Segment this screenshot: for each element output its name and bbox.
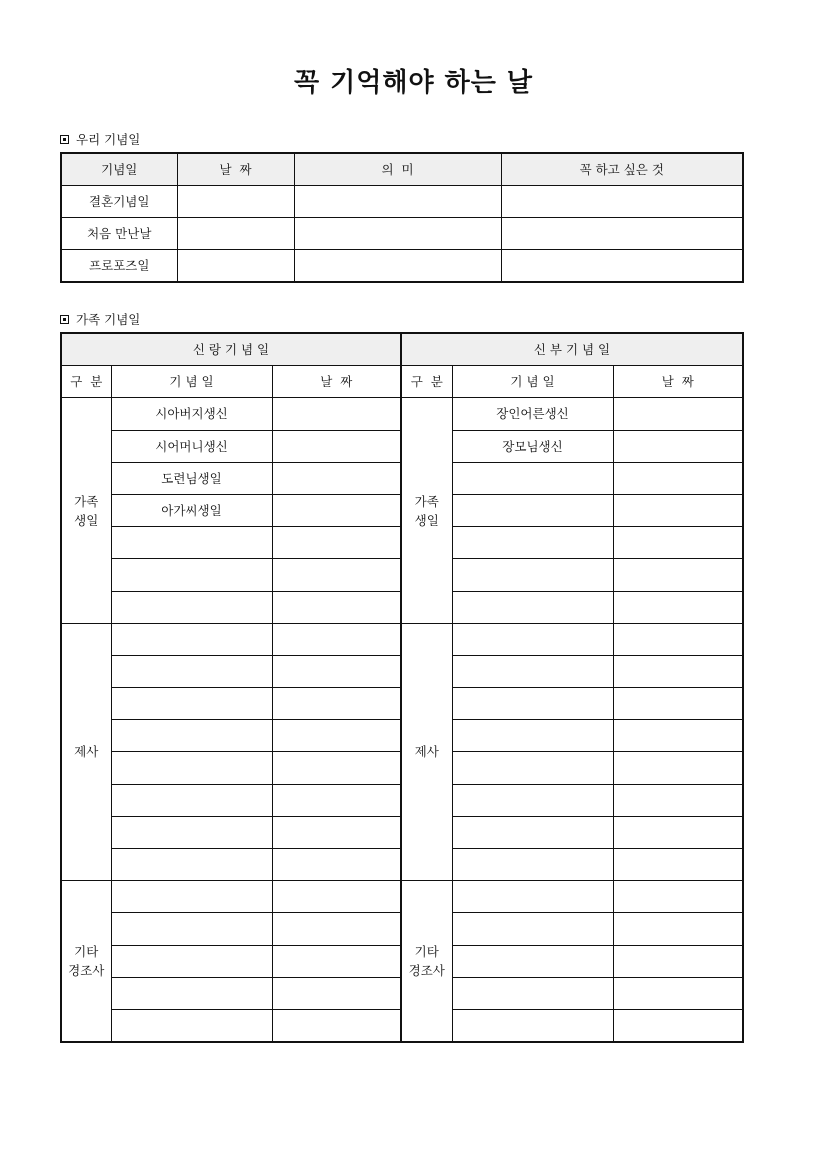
groom-date-cell[interactable] (272, 430, 401, 462)
bride-date-cell[interactable] (613, 430, 743, 462)
header-date: 날 짜 (613, 366, 743, 398)
square-bullet-icon (60, 315, 69, 324)
groom-date-cell[interactable] (272, 1009, 401, 1042)
groom-anniversary-cell[interactable]: 시어머니생신 (111, 430, 272, 462)
bride-anniversary-title: 신 부 기 념 일 (401, 333, 743, 366)
bride-date-cell[interactable] (613, 398, 743, 430)
date-cell[interactable] (177, 250, 294, 283)
group-label-memorial-rites: 제사 (401, 623, 452, 881)
groom-anniversary-cell[interactable] (111, 688, 272, 720)
bride-date-cell[interactable] (613, 816, 743, 848)
groom-date-cell[interactable] (272, 913, 401, 945)
square-bullet-icon (60, 135, 69, 144)
groom-date-cell[interactable] (272, 881, 401, 913)
bride-anniversary-cell[interactable] (452, 462, 613, 494)
section-label-family-anniversaries (60, 310, 140, 328)
header-category: 구 분 (401, 366, 452, 398)
date-cell[interactable] (177, 218, 294, 250)
date-cell[interactable] (177, 186, 294, 218)
groom-anniversary-cell[interactable] (111, 1009, 272, 1042)
row-label: 처음 만난날 (61, 218, 177, 250)
header-anniversary: 기 념 일 (452, 366, 613, 398)
groom-date-cell[interactable] (272, 720, 401, 752)
groom-date-cell[interactable] (272, 688, 401, 720)
groom-date-cell[interactable] (272, 462, 401, 494)
bride-anniversary-cell[interactable]: 장모님생신 (452, 430, 613, 462)
bride-anniversary-cell[interactable] (452, 816, 613, 848)
bride-anniversary-cell[interactable] (452, 655, 613, 687)
group-label-other-events: 기타 경조사 (61, 881, 111, 1042)
group-label-family-birthday: 가족 생일 (401, 398, 452, 623)
bride-date-cell[interactable] (613, 591, 743, 623)
bride-anniversary-cell[interactable] (452, 881, 613, 913)
groom-anniversary-cell[interactable] (111, 784, 272, 816)
groom-date-cell[interactable] (272, 945, 401, 977)
groom-anniversary-cell[interactable]: 도련님생일 (111, 462, 272, 494)
meaning-cell[interactable] (294, 218, 501, 250)
bride-date-cell[interactable] (613, 655, 743, 687)
header-date: 날 짜 (177, 153, 294, 186)
header-date: 날 짜 (272, 366, 401, 398)
bride-date-cell[interactable] (613, 977, 743, 1009)
groom-anniversary-cell[interactable] (111, 913, 272, 945)
header-anniversary: 기 념 일 (111, 366, 272, 398)
bride-anniversary-cell[interactable] (452, 527, 613, 559)
row-label: 결혼기념일 (61, 186, 177, 218)
bride-anniversary-cell[interactable] (452, 720, 613, 752)
our-anniversary-table (60, 152, 744, 283)
bride-date-cell[interactable] (613, 881, 743, 913)
groom-date-cell[interactable] (272, 849, 401, 881)
header-anniversary: 기념일 (61, 153, 177, 186)
groom-anniversary-cell[interactable] (111, 655, 272, 687)
wish-cell[interactable] (501, 218, 743, 250)
section-label-text: 우리 기념일 (76, 132, 141, 147)
groom-date-cell[interactable] (272, 623, 401, 655)
groom-date-cell[interactable] (272, 655, 401, 687)
table-row (61, 250, 743, 283)
wish-cell[interactable] (501, 186, 743, 218)
groom-anniversary-cell[interactable] (111, 945, 272, 977)
groom-anniversary-cell[interactable] (111, 559, 272, 591)
bride-anniversary-cell[interactable] (452, 784, 613, 816)
bride-anniversary-cell[interactable] (452, 913, 613, 945)
bride-date-cell[interactable] (613, 913, 743, 945)
bride-anniversary-cell[interactable]: 장인어른생신 (452, 398, 613, 430)
bride-anniversary-cell[interactable] (452, 494, 613, 526)
groom-date-cell[interactable] (272, 752, 401, 784)
groom-date-cell[interactable] (272, 784, 401, 816)
family-anniversary-table (60, 332, 744, 1043)
page-title: 꼭 기억해야 하는 날 (293, 68, 534, 98)
bride-date-cell[interactable] (613, 720, 743, 752)
row-label: 프로포즈일 (61, 250, 177, 283)
groom-date-cell[interactable] (272, 977, 401, 1009)
groom-date-cell[interactable] (272, 527, 401, 559)
group-label-memorial-rites: 제사 (61, 623, 111, 881)
meaning-cell[interactable] (294, 250, 501, 283)
bride-anniversary-cell[interactable] (452, 688, 613, 720)
bride-date-cell[interactable] (613, 849, 743, 881)
table-row (61, 623, 743, 655)
bride-date-cell[interactable] (613, 527, 743, 559)
groom-anniversary-cell[interactable]: 아가씨생일 (111, 494, 272, 526)
groom-anniversary-cell[interactable] (111, 527, 272, 559)
bride-anniversary-cell[interactable] (452, 752, 613, 784)
bride-anniversary-cell[interactable] (452, 849, 613, 881)
group-label-other-events: 기타 경조사 (401, 881, 452, 1042)
header-meaning: 의 미 (294, 153, 501, 186)
groom-date-cell[interactable] (272, 494, 401, 526)
groom-anniversary-cell[interactable] (111, 977, 272, 1009)
groom-anniversary-cell[interactable] (111, 849, 272, 881)
bride-anniversary-cell[interactable] (452, 559, 613, 591)
bride-date-cell[interactable] (613, 623, 743, 655)
groom-anniversary-cell[interactable] (111, 720, 272, 752)
bride-date-cell[interactable] (613, 945, 743, 977)
bride-anniversary-cell[interactable] (452, 977, 613, 1009)
meaning-cell[interactable] (294, 186, 501, 218)
bride-anniversary-cell[interactable] (452, 623, 613, 655)
groom-anniversary-cell[interactable] (111, 591, 272, 623)
table-row (61, 398, 743, 430)
bride-date-cell[interactable] (613, 462, 743, 494)
groom-anniversary-cell[interactable] (111, 881, 272, 913)
header-category: 구 분 (61, 366, 111, 398)
table-row (61, 218, 743, 250)
section-label-text: 가족 기념일 (76, 312, 141, 327)
table-row (61, 881, 743, 913)
groom-anniversary-cell[interactable] (111, 752, 272, 784)
groom-anniversary-title: 신 랑 기 념 일 (61, 333, 401, 366)
bride-date-cell[interactable] (613, 784, 743, 816)
groom-anniversary-cell[interactable]: 시아버지생신 (111, 398, 272, 430)
group-label-family-birthday: 가족 생일 (61, 398, 111, 623)
bride-date-cell[interactable] (613, 559, 743, 591)
bride-date-cell[interactable] (613, 752, 743, 784)
section-label-our-anniversaries (60, 130, 140, 148)
groom-date-cell[interactable] (272, 559, 401, 591)
groom-date-cell[interactable] (272, 591, 401, 623)
groom-date-cell[interactable] (272, 816, 401, 848)
bride-anniversary-cell[interactable] (452, 1009, 613, 1042)
bride-date-cell[interactable] (613, 1009, 743, 1042)
groom-anniversary-cell[interactable] (111, 623, 272, 655)
wish-cell[interactable] (501, 250, 743, 283)
table-row (61, 186, 743, 218)
bride-anniversary-cell[interactable] (452, 945, 613, 977)
bride-date-cell[interactable] (613, 688, 743, 720)
bride-date-cell[interactable] (613, 494, 743, 526)
groom-anniversary-cell[interactable] (111, 816, 272, 848)
groom-date-cell[interactable] (272, 398, 401, 430)
header-wish: 꼭 하고 싶은 것 (501, 153, 743, 186)
bride-anniversary-cell[interactable] (452, 591, 613, 623)
